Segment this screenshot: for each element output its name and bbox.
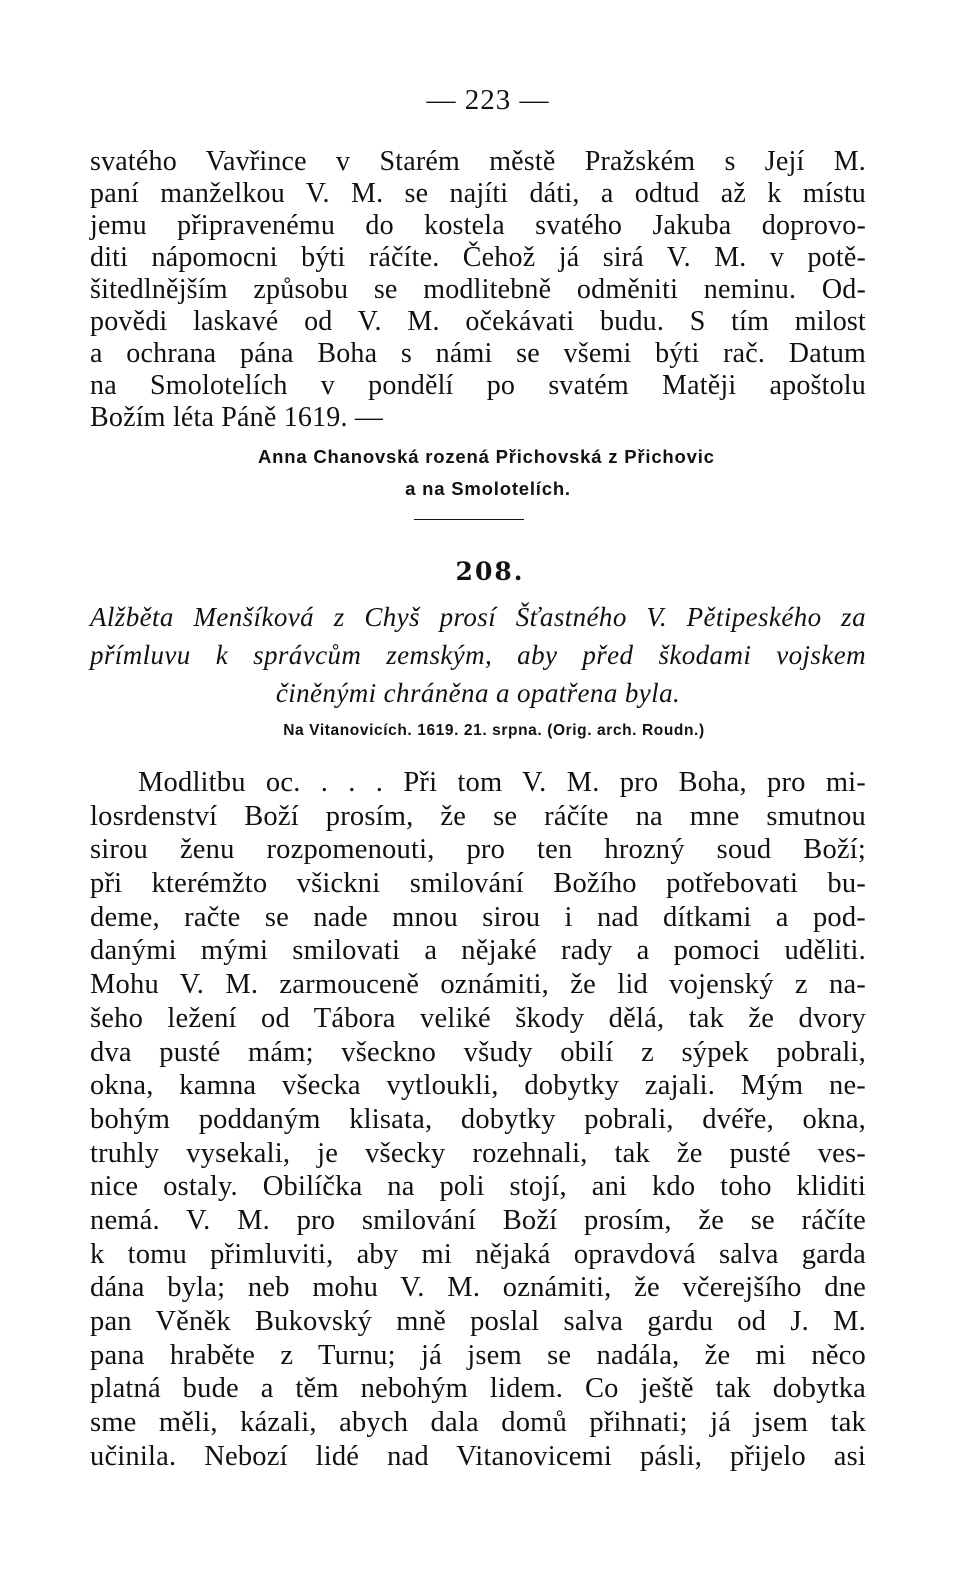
text-line: sme měli, kázali, abych dala domů přihnati; já jsem tak — [90, 1407, 866, 1439]
source-citation: Na Vitanovicích. 1619. 21. srpna. (Orig. arch. Roudn.) — [283, 722, 705, 739]
text-line: Mohu V. M. zarmouceně oznámiti, že lid vojenský z na- — [90, 969, 866, 1001]
text-line: šitedlnějším způsobu se modlitebně odměniti neminu. Od- — [90, 274, 866, 305]
summary-line: přímluvu k správcům zemským, aby před škodami vojskem — [90, 640, 866, 670]
signature-line-1: Anna Chanovská rozená Přichovská z Přichovic — [258, 446, 715, 467]
text-line: a ochrana pána Boha s námi se všemi býti rač. Datum — [90, 338, 866, 369]
text-line: bohým poddaným klisata, dobytky pobrali, dvéře, okna, — [90, 1103, 866, 1135]
signature-line-2: a na Smolotelích. — [405, 478, 571, 499]
text-line: pan Věněk Bukovský mně poslal salva gardu od J. M. — [90, 1306, 866, 1337]
text-line: truhly vysekali, je všecky rozehnali, tak že pusté ves- — [90, 1137, 866, 1169]
text-line: učinila. Nebozí lidé nad Vitanovicemi pásli, přijelo asi — [90, 1440, 866, 1472]
text-line: Modlitbu oc. . . . Při tom V. M. pro Boha, pro mi- — [138, 767, 866, 798]
text-line: paní manželkou V. M. se najíti dáti, a odtud až k místu — [90, 178, 866, 209]
text-line: svatého Vavřince v Starém městě Pražském s Její M. — [90, 146, 866, 177]
section-divider — [414, 519, 524, 520]
text-line: danými mými smilovati a nějaké rady a pomoci uděliti. — [90, 935, 866, 967]
text-line: jemu připravenému do kostela svatého Jakuba doprovo- — [90, 210, 866, 241]
summary-line: činěnými chráněna a opatřena byla. — [275, 678, 681, 708]
letter-continuation-text — [90, 146, 866, 434]
text-line: k tomu přimluviti, aby mi nějaká opravdová salva garda — [90, 1238, 866, 1270]
text-line: nice ostaly. Obilíčka na poli stojí, ani kdo toho kliditi — [90, 1171, 866, 1203]
text-line: Božím léta Páně 1619. — — [90, 402, 384, 433]
letter-body-text — [90, 766, 866, 1473]
text-line: okna, kamna všecka vytloukli, dobytky zajali. Mým ne- — [90, 1070, 866, 1102]
text-line: diti nápomocni býti ráčíte. Čehož já sirá V. M. v potě- — [90, 242, 866, 273]
text-line: losrdenství Boží prosím, že se ráčíte na mne smutnou — [90, 800, 866, 832]
document-number: 208. — [455, 557, 525, 586]
text-line: dva pusté mám; všeckno všudy obilí z sýpek pobrali, — [90, 1036, 866, 1068]
page-number: — 223 — — [426, 84, 550, 116]
text-line: deme, račte se nade mnou sirou i nad dítkami a pod- — [90, 901, 866, 933]
text-line: sirou ženu rozpomenouti, pro ten hrozný soud Boží; — [90, 834, 866, 866]
text-line: při kterémžto všickni smilování Božího potřebovati bu- — [90, 868, 866, 900]
text-line: na Smolotelích v pondělí po svatém Matěji apoštolu — [90, 370, 866, 401]
summary-line: Alžběta Menšíková z Chyš prosí Šťastného V. Pětipeského za — [90, 602, 866, 632]
text-line: nemá. V. M. pro smilování Boží prosím, že se ráčíte — [90, 1204, 866, 1236]
text-line: dána byla; neb mohu V. M. oznámiti, že včerejšího dne — [90, 1272, 866, 1304]
text-line: pana hraběte z Turnu; já jsem se nadála, že mi něco — [90, 1339, 866, 1371]
text-line: platná bude a těm nebohým lidem. Co ještě tak dobytka — [90, 1373, 866, 1405]
text-line: povědi laskavé od V. M. očekávati budu. S tím milost — [90, 306, 866, 337]
document-summary — [90, 598, 866, 712]
text-line: šeho ležení od Tábora veliké škody dělá, tak že dvory — [90, 1002, 866, 1034]
